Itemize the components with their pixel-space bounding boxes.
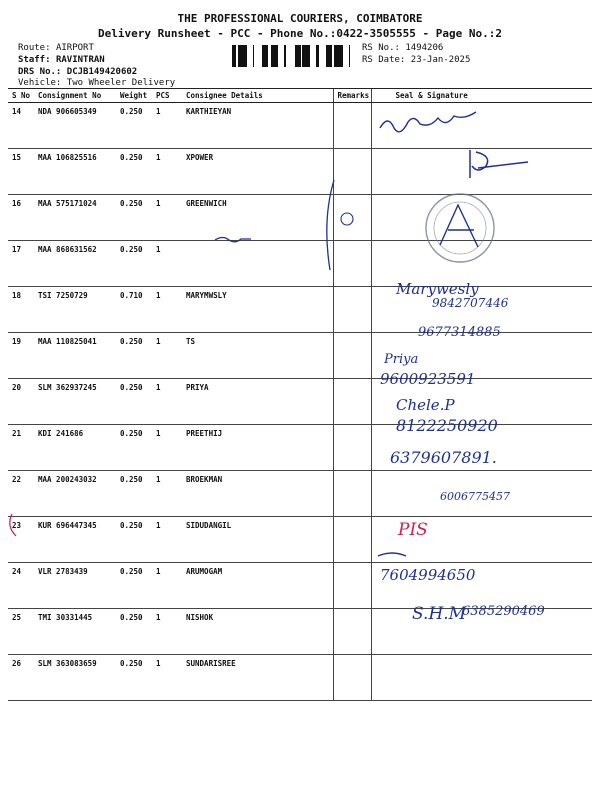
cell-sno: 17	[12, 245, 22, 254]
cell-consignee: KARTHIEYAN	[186, 107, 232, 116]
cell-weight: 0.250	[120, 613, 143, 622]
cell-sno: 26	[12, 659, 22, 668]
rs-date-value: 23-Jan-2025	[410, 55, 471, 65]
col-consignee: Consignee Details	[182, 89, 333, 103]
sig-23-phone: 6006775457	[440, 490, 510, 503]
cell-pcs: 1	[156, 613, 161, 622]
route-value: AIRPORT	[55, 43, 94, 53]
cell-consignment: SLM 362937245	[38, 383, 97, 392]
cell-pcs: 1	[156, 429, 161, 438]
seal-stamp-icon	[426, 194, 494, 262]
cell-sno: 20	[12, 383, 22, 392]
cell-sno: 24	[12, 567, 22, 576]
cell-pcs: 1	[156, 383, 161, 392]
cell-consignment: MAA 110825041	[38, 337, 97, 346]
cell-weight: 0.250	[120, 153, 143, 162]
cell-weight: 0.250	[120, 245, 143, 254]
cell-consignment: MAA 868631562	[38, 245, 97, 254]
cell-consignment: TMI 30331445	[38, 613, 93, 622]
col-signature: Seal & Signature	[371, 89, 592, 103]
cell-pcs: 1	[156, 199, 161, 208]
cell-pcs: 1	[156, 153, 161, 162]
cell-weight: 0.250	[120, 659, 143, 668]
cell-consignment: KDI 241686	[38, 429, 84, 438]
cell-consignment: MAA 106825516	[38, 153, 97, 162]
cell-consignment: MAA 200243032	[38, 475, 97, 484]
rs-date-line: RS Date: 23-Jan-2025	[362, 55, 471, 65]
cell-consignee: NISHOK	[186, 613, 214, 622]
col-consignment: Consignment No	[34, 89, 116, 103]
staff-line: Staff: RAVINTRAN	[18, 55, 105, 65]
cell-pcs: 1	[156, 245, 161, 254]
cell-consignee: SUNDARISREE	[186, 659, 236, 668]
cell-sno: 16	[12, 199, 22, 208]
cell-weight: 0.250	[120, 475, 143, 484]
cell-sno: 19	[12, 337, 22, 346]
cell-weight: 0.250	[120, 567, 143, 576]
cell-sno: 18	[12, 291, 22, 300]
cell-pcs: 1	[156, 337, 161, 346]
cell-consignment: VLR 2783439	[38, 567, 88, 576]
sig-24-mark: PIS	[398, 520, 428, 540]
cell-consignee: GREENWICH	[186, 199, 227, 208]
sig-25-phone: 7604994650	[380, 566, 476, 584]
cell-consignment: SLM 363083659	[38, 659, 97, 668]
cell-pcs: 1	[156, 475, 161, 484]
route-line: Route: AIRPORT	[18, 43, 94, 53]
cell-sno: 22	[12, 475, 22, 484]
cell-sno: 15	[12, 153, 22, 162]
cell-sno: 21	[12, 429, 22, 438]
cell-consignee: PREETHIJ	[186, 429, 223, 438]
circle-mark	[341, 213, 353, 225]
rs-no-value: 1494206	[405, 43, 444, 53]
sig-22-phone: 6379607891.	[390, 448, 497, 467]
sig-20-phone: 9600923591	[380, 370, 476, 388]
cell-consignee: TS	[186, 337, 196, 346]
cell-pcs: 1	[156, 107, 161, 116]
cell-pcs: 1	[156, 567, 161, 576]
runsheet-title: Delivery Runsheet - PCC - Phone No.:0422-3505555 - Page No.:2	[98, 27, 502, 40]
sig-20-name: Priya	[384, 352, 419, 367]
signature-scribble-15	[470, 150, 528, 178]
cell-weight: 0.250	[120, 107, 143, 116]
cell-weight: 0.250	[120, 337, 143, 346]
cell-consignee: ARUMOGAM	[186, 567, 223, 576]
sig-21-phone: 8122250920	[396, 416, 498, 435]
cell-consignment: NDA 906605349	[38, 107, 97, 116]
drs-value: DCJB149420602	[66, 67, 138, 77]
col-weight: Weight	[116, 89, 152, 103]
vehicle-line: Vehicle: Two Wheeler Delivery	[18, 78, 176, 88]
cell-consignment: TSI 7250729	[38, 291, 88, 300]
cell-weight: 0.250	[120, 521, 143, 530]
cell-consignee: PRIYA	[186, 383, 209, 392]
cell-pcs: 1	[156, 291, 161, 300]
col-remarks: Remarks	[333, 89, 371, 103]
staff-value: RAVINTRAN	[55, 55, 105, 65]
sig-19-phone: 9677314885	[418, 325, 501, 340]
signature-scribble-14	[380, 112, 476, 132]
rs-no-line: RS No.: 1494206	[362, 43, 444, 53]
bracket-mark	[327, 180, 334, 270]
col-sno: S No	[8, 89, 34, 103]
drs-line: DRS No.: DCJB149420602	[18, 67, 138, 77]
col-pcs: PCS	[152, 89, 182, 103]
cell-consignee: BROEKMAN	[186, 475, 223, 484]
sig-26-phone: 6385290469	[462, 604, 545, 619]
company-title: THE PROFESSIONAL COURIERS, COIMBATORE	[177, 12, 423, 25]
cell-weight: 0.250	[120, 383, 143, 392]
cell-weight: 0.250	[120, 429, 143, 438]
row-24-circle-mark	[10, 514, 16, 536]
cell-weight: 0.710	[120, 291, 143, 300]
cell-pcs: 1	[156, 659, 161, 668]
sig-21-name: Chele.P	[396, 396, 455, 414]
cell-sno: 14	[12, 107, 22, 116]
cell-consignee: MARYMWSLY	[186, 291, 227, 300]
vehicle-value: Two Wheeler Delivery	[66, 78, 176, 88]
cell-consignment: KUR 696447345	[38, 521, 97, 530]
cell-consignee: XPOWER	[186, 153, 214, 162]
cell-weight: 0.250	[120, 199, 143, 208]
cell-pcs: 1	[156, 521, 161, 530]
cell-consignee: SIDUDANGIL	[186, 521, 232, 530]
cell-sno: 23	[12, 521, 22, 530]
cell-consignment: MAA 575171024	[38, 199, 97, 208]
scribble-17	[215, 238, 251, 242]
sig-18-phone: 9842707446	[432, 296, 509, 310]
cell-sno: 25	[12, 613, 22, 622]
sig-18-name: Marywesly	[396, 280, 479, 298]
sig-26-name: S.H.M	[412, 604, 467, 624]
